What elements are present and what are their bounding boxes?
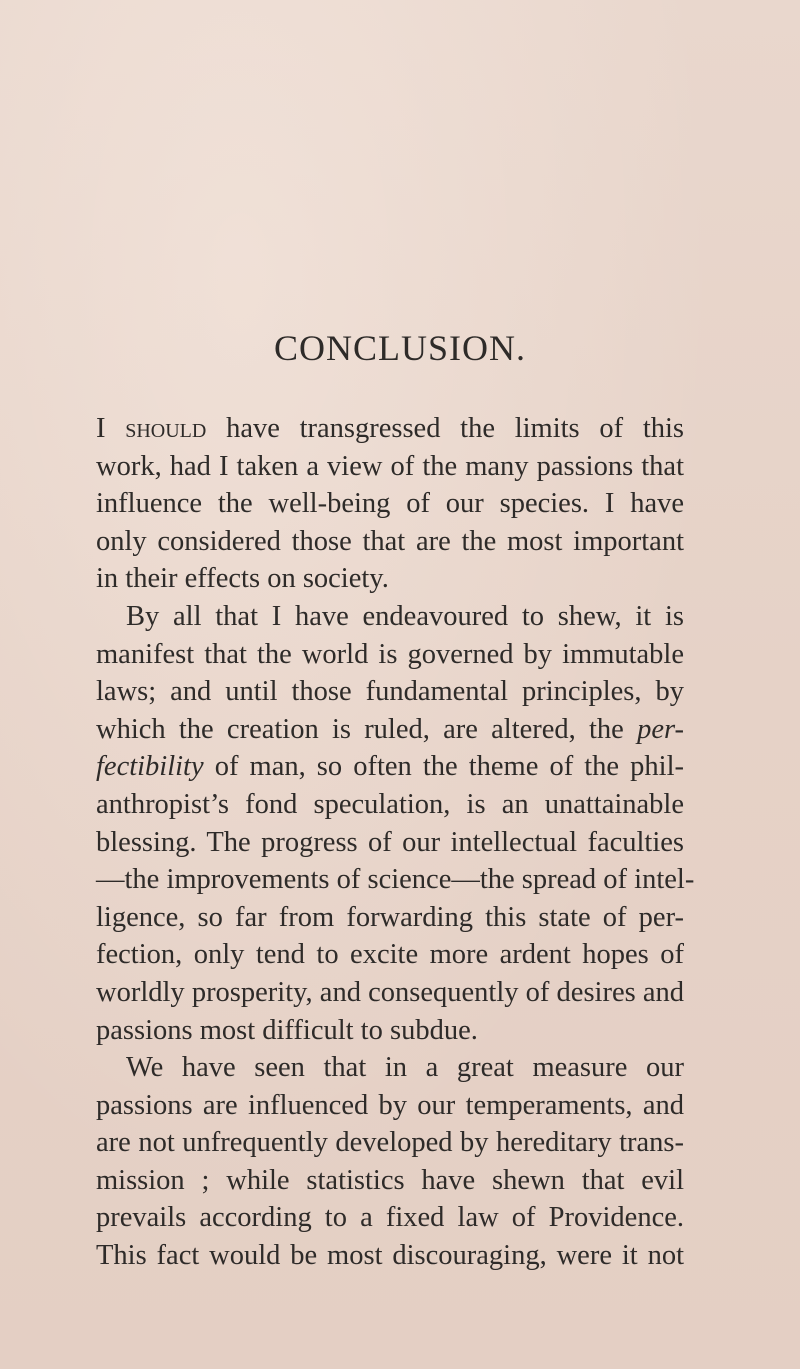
text-line: laws; and until those fundamental principles, by xyxy=(96,676,684,708)
line-text: of man, so often the theme of the phil- xyxy=(203,751,684,783)
text-line: are not unfrequently developed by hereditary trans- xyxy=(96,1127,684,1159)
line-text: have transgressed the limits of this xyxy=(206,413,684,444)
text-line: —the improvements of science—the spread of intel- xyxy=(96,864,695,896)
text-line: mission ; while statistics have shewn that evil xyxy=(96,1164,684,1196)
text-line: prevails according to a fixed law of Providence. xyxy=(96,1202,684,1234)
text-line xyxy=(96,748,684,786)
text-line xyxy=(96,711,684,749)
text-line: blessing. The progress of our intellectual faculties xyxy=(96,826,684,858)
small-caps-word: should xyxy=(125,413,207,444)
italic-text: per- xyxy=(637,713,684,745)
text-line: anthropist’s fond speculation, is an unattainable xyxy=(96,788,684,820)
paragraph-end-line: passions most difficult to subdue. xyxy=(96,1014,478,1046)
text-line: influence the well-being of our species. I have xyxy=(96,488,684,520)
text-line: ligence, so far from forwarding this state of per- xyxy=(96,901,684,933)
text-line: work, had I taken a view of the many passions that xyxy=(96,450,684,482)
chapter-heading: CONCLUSION. xyxy=(273,328,526,368)
line-text: which the creation is ruled, are altered, the xyxy=(96,713,638,745)
text-line: manifest that the world is governed by immutable xyxy=(96,638,684,670)
italic-text: fectibility xyxy=(96,751,204,783)
paragraph-start-line: We have seen that in a great measure our xyxy=(126,1052,684,1084)
text-line: passions are influenced by our temperaments, and xyxy=(96,1089,684,1121)
text-line: only considered those that are the most important xyxy=(96,525,684,557)
text-line: worldly prosperity, and consequently of desires and xyxy=(96,976,684,1008)
text-line: This fact would be most discouraging, were it not xyxy=(96,1240,684,1272)
opening-word: I xyxy=(96,413,106,444)
text-line xyxy=(96,410,684,448)
paragraph-end-line: in their effects on society. xyxy=(96,563,389,595)
paragraph-start-line: By all that I have endeavoured to shew, it is xyxy=(126,600,684,632)
text-line: fection, only tend to excite more ardent hopes of xyxy=(96,939,684,971)
body-text xyxy=(96,410,695,1275)
